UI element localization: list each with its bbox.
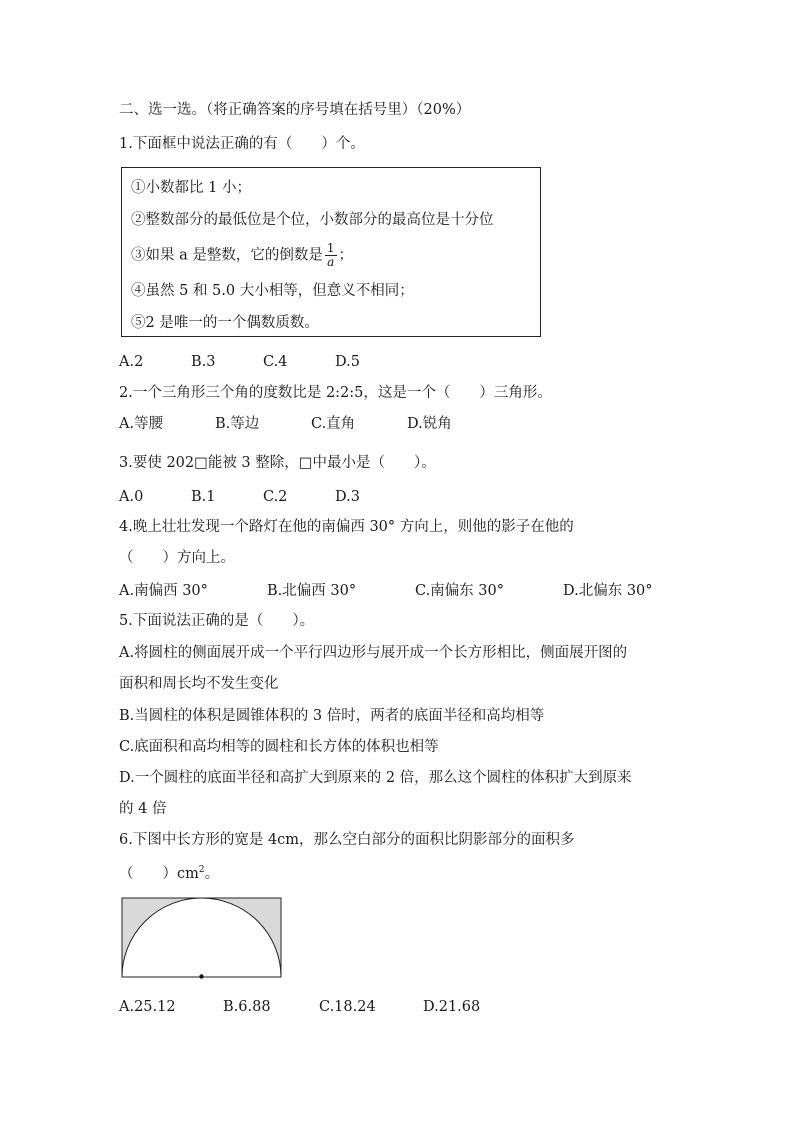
- q4-option-a: A.南偏西 30°: [119, 583, 208, 599]
- section-title: 二、选一选。（将正确答案的序号填在括号里）（20%）: [119, 102, 471, 118]
- q3-option-b: B.1: [191, 489, 216, 505]
- rectangle-semicircle-figure: [121, 897, 282, 979]
- q5-option-d-line1: D.一个圆柱的底面半径和高扩大到原来的 2 倍，那么这个圆柱的体积扩大到原来: [119, 770, 632, 786]
- q4-option-b: B.北偏西 30°: [267, 583, 357, 599]
- q5-option-c: C.底面积和高均相等的圆柱和长方体的体积也相等: [119, 739, 439, 755]
- q4-options: [119, 581, 653, 601]
- statement-3-text: ③如果 a 是整数，它的倒数是: [131, 247, 323, 264]
- q5-option-a-line2: 面积和周长均不发生变化: [119, 676, 279, 692]
- q3-option-a: A.0: [119, 489, 144, 505]
- statement-2: ②整数部分的最低位是个位，小数部分的最高位是十分位: [131, 212, 494, 228]
- fraction-numerator: 1: [326, 241, 335, 255]
- statement-3: [131, 242, 353, 269]
- q2-options: [119, 414, 452, 434]
- q1-option-d: D.5: [335, 354, 360, 370]
- q6-options: [119, 997, 480, 1017]
- q5-option-a-line1: A.将圆柱的侧面展开成一个平行四边形与展开成一个长方形相比，侧面展开图的: [119, 645, 628, 661]
- q6-stem-end: 。: [204, 865, 220, 882]
- q4-stem-line1: 4.晚上壮壮发现一个路灯在他的南偏西 30° 方向上，则他的影子在他的: [119, 519, 574, 535]
- q5-option-b: B.当圆柱的体积是圆锥体积的 3 倍时，两者的底面半径和高均相等: [119, 708, 545, 724]
- q2-option-a: A.等腰: [119, 416, 164, 432]
- q5-stem: 5.下面说法正确的是（ ）。: [119, 613, 315, 629]
- q4-stem-line2: （ ）方向上。: [119, 550, 235, 566]
- q6-option-b: B.6.88: [223, 999, 271, 1015]
- q3-option-c: C.2: [263, 489, 288, 505]
- q4-option-d: D.北偏东 30°: [563, 583, 653, 599]
- q1-option-b: B.3: [191, 354, 216, 370]
- q1-options: [119, 352, 360, 372]
- q3-options: [119, 487, 360, 507]
- q5-option-d-line2: 的 4 倍: [119, 801, 167, 817]
- q6-stem-line2: [119, 860, 219, 884]
- statement-4: ④虽然 5 和 5.0 大小相等，但意义不相同；: [131, 283, 414, 299]
- q6-option-d: D.21.68: [423, 999, 481, 1015]
- q2-option-d: D.锐角: [407, 416, 452, 432]
- q4-option-c: C.南偏东 30°: [415, 583, 504, 599]
- center-point: [199, 974, 203, 978]
- q6-stem-line1: 6.下图中长方形的宽是 4cm，那么空白部分的面积比阴影部分的面积多: [119, 832, 575, 848]
- fraction-suffix: ；: [338, 247, 354, 264]
- q6-unit-superscript: 2: [198, 865, 205, 875]
- q3-option-d: D.3: [335, 489, 360, 505]
- q1-option-a: A.2: [119, 354, 144, 370]
- statements-box: [121, 167, 541, 337]
- q1-stem: 1.下面框中说法正确的有（ ）个。: [119, 136, 365, 152]
- q2-option-c: C.直角: [311, 416, 356, 432]
- q6-option-c: C.18.24: [319, 999, 376, 1015]
- q2-stem: 2.一个三角形三个角的度数比是 2:2:5，这是一个（ ）三角形。: [119, 385, 552, 401]
- statement-1: ①小数都比 1 小；: [131, 180, 251, 196]
- q3-stem: 3.要使 202□能被 3 整除，□中最小是（ ）。: [119, 455, 436, 471]
- q6-option-a: A.25.12: [119, 999, 176, 1015]
- statement-5: ⑤2 是唯一的一个偶数质数。: [131, 315, 319, 331]
- q1-option-c: C.4: [263, 354, 288, 370]
- q6-stem-line2-text: （ ）cm: [119, 865, 199, 882]
- q2-option-b: B.等边: [215, 416, 260, 432]
- fraction-denominator: a: [327, 255, 335, 269]
- reciprocal-fraction: [325, 242, 337, 269]
